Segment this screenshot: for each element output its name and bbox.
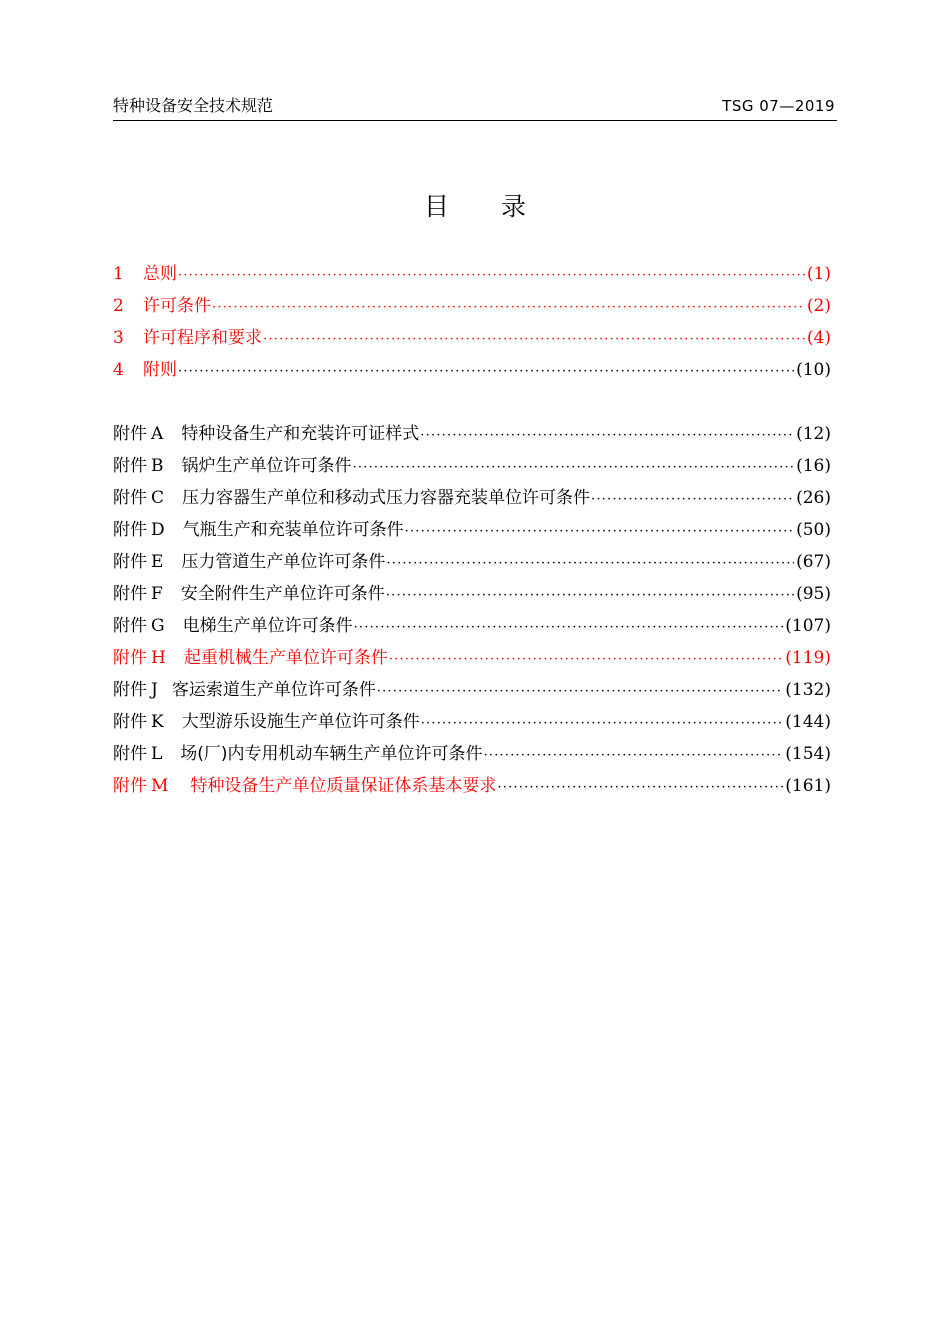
chapter-number: 3 — [113, 328, 124, 348]
page-number: (12) — [796, 424, 831, 444]
toc-entry-appendix-g[interactable] — [113, 610, 831, 642]
appendix-prefix: 附件 — [113, 488, 147, 508]
dot-leader — [591, 484, 794, 516]
appendix-title: 电梯生产单位许可条件 — [182, 616, 353, 636]
page-number: (50) — [796, 520, 831, 540]
page-number: (1) — [806, 264, 831, 284]
appendix-label — [113, 674, 172, 706]
appendix-title: 起重机械生产单位许可条件 — [183, 648, 388, 668]
appendix-letter: K — [151, 712, 164, 732]
appendix-prefix: 附件 — [113, 680, 147, 700]
appendix-title: 客运索道生产单位许可条件 — [171, 680, 376, 700]
appendix-title: 气瓶生产和充装单位许可条件 — [182, 520, 404, 540]
appendix-prefix: 附件 — [113, 456, 147, 476]
toc-entry-appendix-h[interactable] — [113, 642, 831, 674]
page-number: (95) — [796, 584, 831, 604]
page-number: (67) — [796, 552, 831, 572]
dot-leader — [178, 260, 805, 292]
dot-leader — [353, 452, 795, 484]
toc-entry-chapter-1[interactable] — [113, 258, 831, 290]
appendix-letter: D — [151, 520, 165, 540]
page-number: (16) — [796, 456, 831, 476]
appendix-prefix: 附件 — [113, 424, 147, 444]
toc-entry-appendix-m[interactable] — [113, 770, 831, 802]
dot-leader — [354, 612, 784, 644]
appendix-label — [113, 610, 183, 642]
page-number: (26) — [796, 488, 831, 508]
chapter-title: 附则 — [143, 360, 177, 380]
appendix-title: 压力容器生产单位和移动式压力容器充装单位许可条件 — [182, 488, 591, 508]
appendix-prefix: 附件 — [113, 552, 147, 572]
toc-entry-appendix-k[interactable] — [113, 706, 831, 738]
page-number: (154) — [785, 744, 831, 764]
appendix-letter: F — [151, 584, 163, 604]
appendix-label — [113, 482, 182, 514]
chapter-title: 许可程序和要求 — [143, 328, 262, 348]
chapter-number: 4 — [113, 360, 124, 380]
appendix-label — [113, 546, 181, 578]
toc-entry-appendix-d[interactable] — [113, 514, 831, 546]
page-number: (4) — [806, 328, 831, 348]
toc-entry-chapter-2[interactable] — [113, 290, 831, 322]
toc-entry-appendix-b[interactable] — [113, 450, 831, 482]
appendix-prefix: 附件 — [113, 776, 147, 796]
dot-leader — [484, 740, 784, 772]
page-number: (107) — [785, 616, 831, 636]
appendix-label — [113, 642, 184, 674]
dot-leader — [405, 516, 794, 548]
dot-leader — [386, 580, 794, 612]
appendix-title: 场(厂)内专用机动车辆生产单位许可条件 — [180, 744, 483, 764]
chapter-number: 2 — [113, 296, 124, 316]
toc-chapters — [113, 258, 831, 386]
toc-entry-appendix-f[interactable] — [113, 578, 831, 610]
appendix-title: 安全附件生产单位许可条件 — [180, 584, 385, 604]
page-number: (119) — [785, 648, 831, 668]
chapter-title: 总则 — [143, 264, 177, 284]
dot-leader — [420, 420, 794, 452]
chapter-number: 1 — [113, 264, 124, 284]
appendix-label — [113, 706, 182, 738]
appendix-label — [113, 418, 181, 450]
page-number: (144) — [785, 712, 831, 732]
appendix-letter: H — [151, 648, 166, 668]
page-number: (2) — [806, 296, 831, 316]
toc-entry-appendix-a[interactable] — [113, 418, 831, 450]
appendix-title: 特种设备生产和充装许可证样式 — [181, 424, 420, 444]
appendix-letter: C — [151, 488, 165, 508]
header-doc-code: TSG 07—2019 — [722, 97, 835, 115]
dot-leader — [497, 772, 783, 804]
appendix-prefix: 附件 — [113, 648, 147, 668]
page-number: (132) — [785, 680, 831, 700]
toc-entry-chapter-3[interactable] — [113, 322, 831, 354]
appendix-title: 特种设备生产单位质量保证体系基本要求 — [190, 776, 497, 796]
appendix-letter: A — [151, 424, 164, 444]
toc-title: 目录 — [423, 192, 578, 221]
toc-entry-appendix-c[interactable] — [113, 482, 831, 514]
chapter-title: 许可条件 — [143, 296, 211, 316]
page-number: (10) — [796, 360, 831, 380]
appendix-prefix: 附件 — [113, 744, 147, 764]
toc-entry-appendix-e[interactable] — [113, 546, 831, 578]
appendix-prefix: 附件 — [113, 520, 147, 540]
dot-leader — [389, 644, 783, 676]
appendix-prefix: 附件 — [113, 616, 147, 636]
toc-entry-appendix-j[interactable] — [113, 674, 831, 706]
appendix-label — [113, 514, 183, 546]
appendix-label — [113, 578, 181, 610]
dot-leader — [421, 708, 784, 740]
appendix-label — [113, 770, 190, 802]
toc-appendices — [113, 418, 831, 802]
appendix-label — [113, 450, 182, 482]
appendix-letter: J — [151, 680, 158, 700]
toc-entry-appendix-l[interactable] — [113, 738, 831, 770]
appendix-letter: B — [151, 456, 164, 476]
appendix-prefix: 附件 — [113, 712, 147, 732]
appendix-letter: G — [151, 616, 165, 636]
header-spec-title: 特种设备安全技术规范 — [113, 96, 274, 115]
dot-leader — [263, 324, 805, 356]
page-number: (161) — [785, 776, 831, 796]
appendix-prefix: 附件 — [113, 584, 147, 604]
appendix-title: 锅炉生产单位许可条件 — [181, 456, 352, 476]
appendix-letter: L — [151, 744, 163, 764]
dot-leader — [212, 292, 805, 324]
dot-leader — [386, 548, 794, 580]
appendix-letter: M — [151, 776, 169, 796]
dot-leader — [178, 356, 794, 388]
page-header — [113, 96, 837, 121]
toc-entry-chapter-4[interactable] — [113, 354, 831, 386]
appendix-title: 压力管道生产单位许可条件 — [181, 552, 386, 572]
appendix-title: 大型游乐设施生产单位许可条件 — [181, 712, 420, 732]
appendix-label — [113, 738, 180, 770]
dot-leader — [377, 676, 783, 708]
appendix-letter: E — [151, 552, 164, 572]
